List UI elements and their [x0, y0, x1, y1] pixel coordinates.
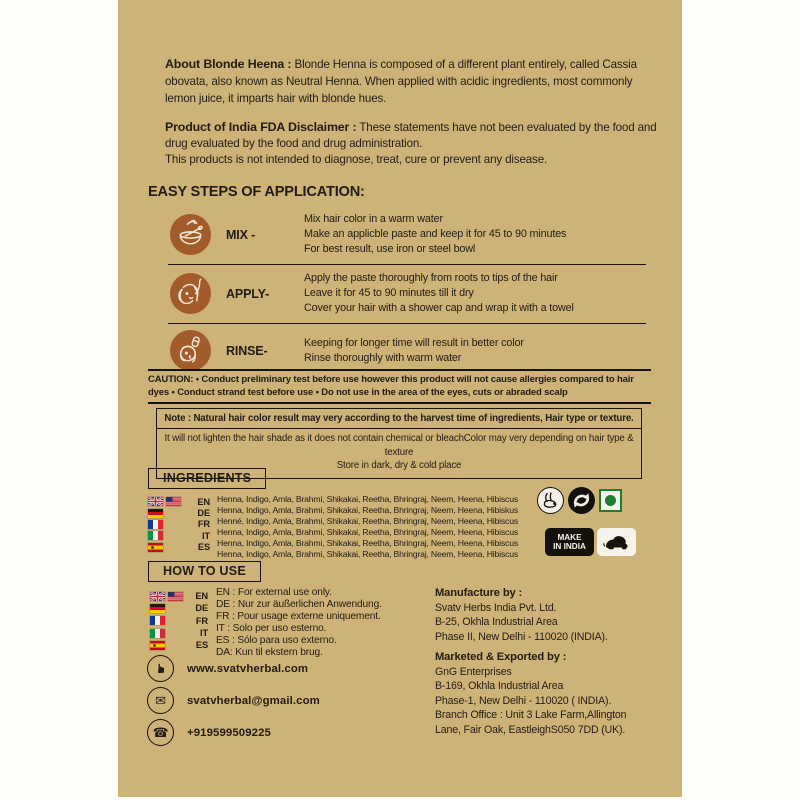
veg-dot	[605, 495, 616, 506]
caution-paragraph	[148, 374, 653, 399]
ingredients-line: Henna, Indigo, Amla, Brahmi, Shikakai, Reetha, Bhringraj, Neem, Heena, Hibiscus	[217, 494, 518, 504]
note-line1: Note : Natural hair color result may very according to the harvest time of ingredients, Hair type or texture.	[156, 408, 642, 429]
caution-label: CAUTION:	[148, 374, 194, 385]
phone-text: +919599509225	[187, 726, 271, 739]
step-line: Leave it for 45 to 90 minutes till it dry	[304, 287, 474, 299]
step-line: Cover your hair with a shower cap and wrap it with a towel	[304, 302, 574, 314]
manufacture-block	[435, 586, 671, 644]
fda-line2: This products is not intended to diagnose, treat, cure or prevent any disease.	[165, 152, 548, 166]
ingredients-line: Henné, Indigo, Amla, Brahmi, Shikakai, Reetha, Bhringraj, Neem, Heena, Hibiscus	[217, 516, 518, 527]
about-title: About Blonde Heena :	[165, 57, 292, 71]
note-line2: It will not lighten the hair shade as it does not contain chemical or bleachColor may very depending on hair type & texture	[164, 433, 634, 458]
fda-title: Product of India FDA Disclaimer :	[165, 120, 357, 134]
cruelty-free-rabbit-icon	[537, 487, 564, 514]
flag-row-it	[148, 530, 210, 541]
ingredients-list	[148, 494, 518, 561]
step-lines-rinse	[304, 336, 646, 366]
flag-row-de	[150, 602, 208, 614]
marketed-line: Phase-1, New Delhi - 110020 ( INDIA).	[435, 694, 612, 707]
step-row-apply	[168, 265, 646, 324]
how-to-use-flag-column	[150, 587, 208, 660]
flag-row-es	[150, 639, 208, 651]
step-row-mix	[168, 206, 646, 265]
about-text: Blonde Henna is composed of a different plant entirely, called Cassia obovata, also known as Neutral Henna. When applied with acidic ingredients, most commonly lemon juice, it imparts hair with blonde hues.	[165, 58, 637, 105]
product-label	[118, 0, 682, 797]
rinse-head-icon	[170, 330, 211, 371]
step-lines-mix	[304, 212, 646, 257]
make-in-india-badge	[545, 528, 594, 556]
italy-flag-icon	[148, 531, 163, 540]
ingredients-heading: INGREDIENTS	[148, 468, 266, 489]
uk-flag-icon	[150, 592, 165, 601]
how-to-use-line: DA: Kun til ekstern brug.	[216, 647, 323, 659]
ingredients-line: Henna, Indigo, Amla, Brahmi, Shikakai, Reetha, Bhringraj, Neem, Heena, Hibiscus	[217, 549, 518, 560]
how-to-use-line: IT : Solo per uso esterno.	[216, 623, 327, 635]
flag-row-it	[150, 627, 208, 639]
step-label-apply: APPLY-	[226, 286, 270, 301]
step-line: Make an applicble paste and keep it for 45 to 90 minutes	[304, 228, 567, 240]
vegetarian-mark-icon	[599, 489, 622, 512]
how-to-use-line: ES : Sólo para uso externo.	[216, 635, 337, 647]
green-dot-recycle-icon	[568, 487, 595, 514]
mii-line1: MAKE	[557, 533, 582, 542]
steps-table	[168, 206, 646, 378]
how-to-use-line: DE : Nur zur äußerlichen Anwendung.	[216, 599, 382, 611]
step-line: Rinse thoroughly with warm water	[304, 351, 462, 364]
email-row	[147, 687, 320, 714]
fda-text: These statements have not been evaluated by the food and drug evaluated by the food and drug administration.	[165, 121, 657, 150]
mix-bowl-icon	[170, 214, 211, 255]
how-to-use-line: FR : Pour usage externe uniquement.	[216, 611, 381, 623]
flag-row-de	[148, 507, 210, 518]
lang-code: FR	[195, 615, 208, 626]
ingredients-line: Henna, Indigo, Amla, Brahmi, Shikakai, Reetha, Bhringraj, Neem, Heena, Hibiskus	[217, 505, 518, 516]
phone-row	[147, 719, 271, 746]
ingredients-line: Henna, Indigo, Amla, Brahmi, Shikakai, Reetha, Bhringraj, Neem, Heena, Hibiscus	[217, 527, 518, 538]
lang-code: ES	[195, 640, 208, 651]
about-paragraph	[165, 56, 659, 107]
divider	[148, 369, 651, 371]
step-line: Keeping for longer time will result in better color	[304, 336, 524, 349]
caution-text: • Conduct preliminary test before use however this product will not cause allergies compared to hair dyes • Conduct strand test before use • Do not use in the area of the eyes, cuts or abraded scalp	[148, 374, 634, 398]
how-to-use-lines	[216, 587, 382, 660]
step-line: Mix hair color in a warm water	[304, 213, 443, 225]
manufacture-line: B-25, Okhla Industrial Area	[435, 616, 558, 629]
ingredients-lines	[217, 494, 518, 561]
spain-flag-icon	[148, 543, 163, 552]
france-flag-icon	[148, 520, 163, 529]
ingredients-line: Henna, Indigo, Amla, Brahmi, Shikakai, Reetha, Bhringraj, Neem, Heena, Hibiscus	[217, 538, 518, 549]
germany-flag-icon	[150, 604, 165, 613]
lang-code: FR	[197, 519, 210, 530]
step-label-mix: MIX -	[226, 227, 256, 242]
fda-body	[165, 120, 659, 152]
step-lines-apply	[304, 271, 646, 316]
flag-row-fr	[150, 615, 208, 627]
fda-disclaimer	[165, 120, 659, 167]
flag-row-en	[150, 590, 208, 602]
us-flag-icon	[166, 497, 181, 506]
website-row	[147, 655, 308, 682]
apply-hair-icon	[170, 273, 211, 314]
france-flag-icon	[150, 616, 165, 625]
step-line: For best result, use iron or steel bowl	[304, 243, 476, 255]
flag-row-es	[148, 542, 210, 553]
make-in-india-lion-icon	[597, 528, 636, 556]
ingredients-flag-column	[148, 494, 210, 561]
flag-row-en	[148, 496, 210, 507]
spain-flag-icon	[150, 641, 165, 650]
lang-code: IT	[200, 628, 208, 639]
us-flag-icon	[168, 592, 183, 601]
marketed-line: Branch Office : Unit 3 Lake Farm,Allington	[435, 709, 627, 722]
marketed-block	[435, 650, 671, 738]
lang-code: ES	[197, 542, 210, 553]
how-to-use-heading: HOW TO USE	[148, 561, 261, 582]
manufacture-line: Svatv Herbs India Pvt. Ltd.	[435, 601, 557, 614]
mii-line2: IN INDIA	[553, 542, 586, 551]
lang-code: DE	[197, 508, 210, 519]
website-text: www.svatvherbal.com	[187, 662, 309, 675]
lang-code: DE	[195, 603, 208, 614]
envelope-icon: ✉	[147, 687, 174, 714]
step-line: Apply the paste thoroughly from roots to tips of the hair	[304, 272, 558, 284]
marketed-line: Lane, Fair Oak, EastleighS050 7DD (UK).	[435, 723, 626, 736]
uk-flag-icon	[148, 497, 163, 506]
lang-code: EN	[195, 591, 208, 602]
marketed-line: GnG Enterprises	[435, 665, 512, 678]
phone-icon: ☎	[147, 719, 174, 746]
note-line3: Store in dark, dry & cold place	[336, 460, 462, 471]
easy-steps-heading: EASY STEPS OF APPLICATION:	[148, 184, 365, 200]
germany-flag-icon	[148, 509, 163, 518]
how-to-use-list	[150, 587, 382, 660]
manufacture-line: Phase II, New Delhi - 110020 (INDIA).	[435, 630, 608, 643]
click-hand-icon: ☛	[147, 655, 174, 682]
step-label-rinse: RINSE-	[226, 343, 268, 358]
manufacture-heading: Manufacture by :	[435, 587, 523, 599]
how-to-use-line: EN : For external use only.	[216, 587, 332, 598]
divider	[148, 402, 651, 404]
flag-row-fr	[148, 519, 210, 530]
lang-code: EN	[197, 496, 210, 507]
italy-flag-icon	[150, 629, 165, 638]
lang-code: IT	[202, 530, 210, 541]
email-text: svatvherbal@gmail.com	[187, 694, 320, 707]
marketed-line: B-169, Okhla Industrial Area	[435, 680, 564, 693]
marketed-heading: Marketed & Exported by :	[435, 651, 567, 663]
